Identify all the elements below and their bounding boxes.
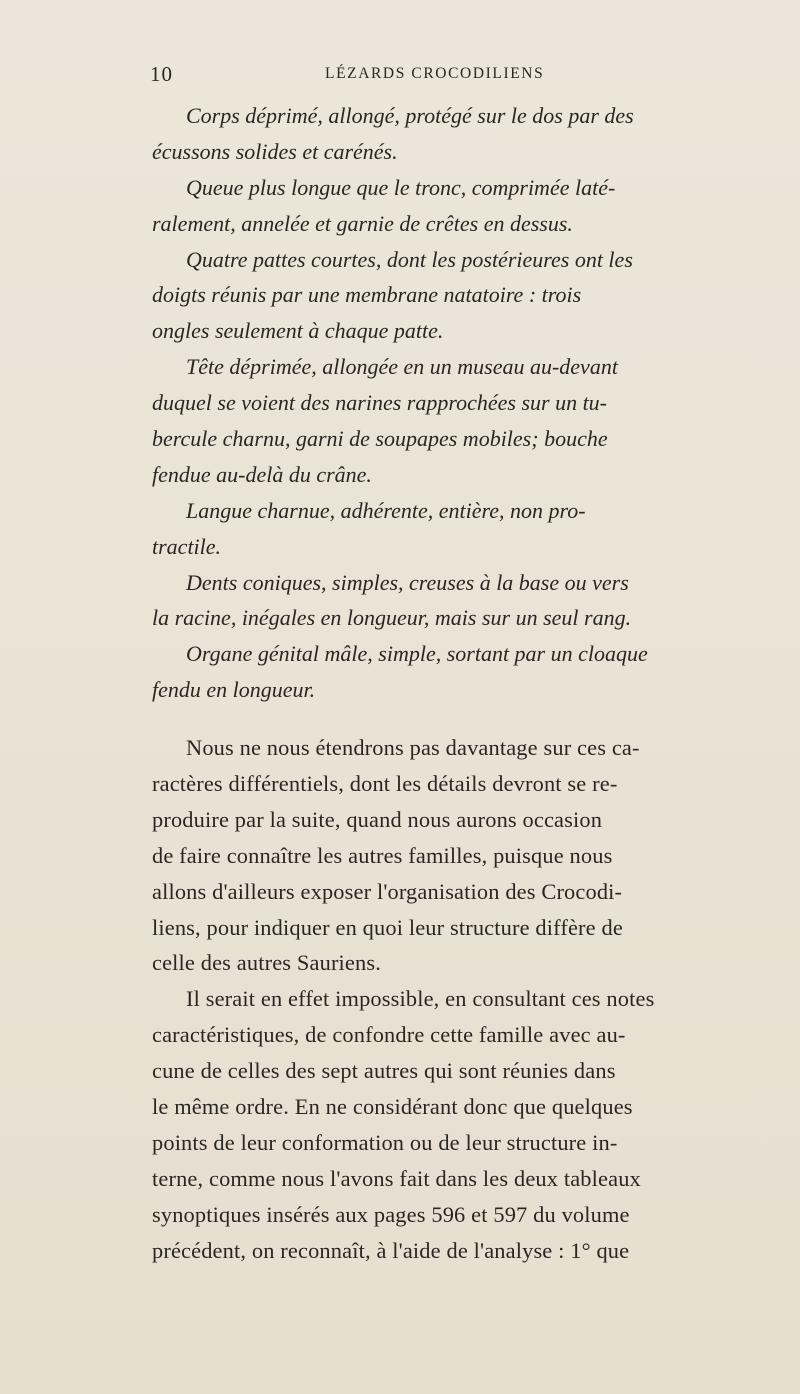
- body-line: précédent, on reconnaît, à l'aide de l'analyse : 1° que: [152, 1237, 630, 1263]
- body-line: allons d'ailleurs exposer l'organisation des Crocodi-: [152, 878, 623, 904]
- characters-line: Quatre pattes courtes, dont les postérieures ont les: [186, 246, 633, 272]
- characters-line: la racine, inégales en longueur, mais sur un seul rang.: [152, 605, 632, 631]
- body-line: caractéristiques, de confondre cette famille avec au-: [152, 1022, 626, 1048]
- characters-line: fendu en longueur.: [152, 677, 316, 703]
- characters-line: Dents coniques, simples, creuses à la base ou vers: [186, 569, 629, 595]
- characters-line: Organe génital mâle, simple, sortant par un cloaque: [186, 641, 648, 667]
- body-line: produire par la suite, quand nous aurons occasion: [152, 806, 603, 832]
- characters-line: tractile.: [152, 533, 222, 559]
- body-line: Il serait en effet impossible, en consultant ces notes: [186, 986, 655, 1012]
- body-line: le même ordre. En ne considérant donc que quelques: [152, 1094, 633, 1120]
- body-line: points de leur conformation ou de leur structure in-: [152, 1129, 618, 1155]
- body-line: ractères différentiels, dont les détails devront se re-: [152, 771, 618, 797]
- body-line: celle des autres Sauriens.: [152, 950, 381, 976]
- page-number: 10: [150, 62, 173, 86]
- body-line: de faire connaître les autres familles, puisque nous: [152, 842, 613, 868]
- body-line: Nous ne nous étendrons pas davantage sur ces ca-: [186, 735, 640, 761]
- characters-line: duquel se voient des narines rapprochées sur un tu-: [152, 390, 608, 416]
- characters-line: Tête déprimée, allongée en un museau au-devant: [186, 354, 618, 380]
- body-paragraphs: [152, 730, 772, 1268]
- body-line: synoptiques insérés aux pages 596 et 597 du volume: [152, 1201, 630, 1227]
- characters-line: écussons solides et carénés.: [152, 138, 398, 164]
- body-line: liens, pour indiquer en quoi leur structure diffère de: [152, 914, 623, 940]
- page-header: [150, 62, 650, 92]
- characters-line: doigts réunis par une membrane natatoire : trois: [152, 282, 582, 308]
- page-text: [152, 98, 772, 1269]
- characters-line: ongles seulement à chaque patte.: [152, 318, 444, 344]
- characters-line: fendue au-delà du crâne.: [152, 461, 372, 487]
- characters-line: ralement, annelée et garnie de crêtes en dessus.: [152, 210, 573, 236]
- body-line: terne, comme nous l'avons fait dans les deux tableaux: [152, 1165, 641, 1191]
- body-line: cune de celles des sept autres qui sont réunies dans: [152, 1058, 616, 1084]
- family-characters-list: [152, 98, 772, 708]
- characters-line: Corps déprimé, allongé, protégé sur le dos par des: [186, 103, 634, 128]
- characters-line: bercule charnu, garni de soupapes mobiles; bouche: [152, 426, 608, 452]
- characters-line: Langue charnue, adhérente, entière, non pro-: [186, 497, 586, 523]
- characters-line: Queue plus longue que le tronc, comprimée laté-: [186, 174, 616, 200]
- running-title: LÉZARDS CROCODILIENS: [325, 65, 545, 82]
